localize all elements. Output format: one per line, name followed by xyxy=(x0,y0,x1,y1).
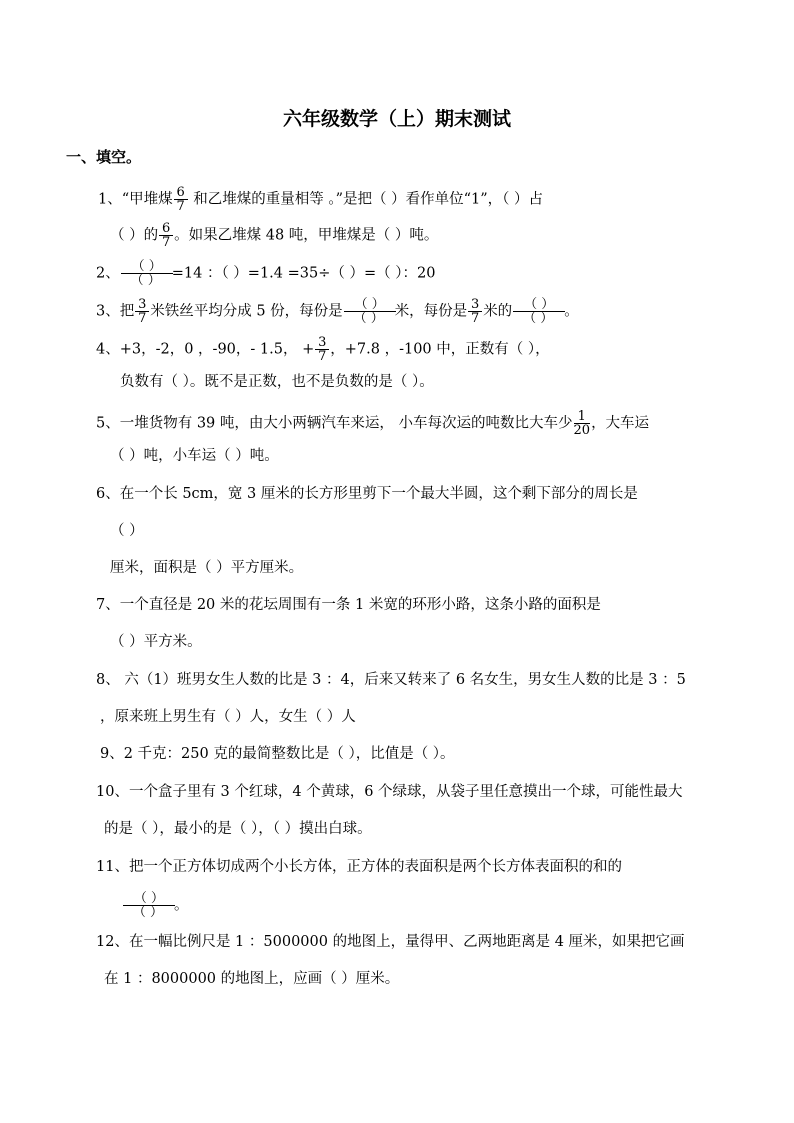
fraction-blank: $\frac{( )}{( )}$ xyxy=(513,298,563,325)
question-2: 2、 $\frac{( )}{( )}$ =14 ：（ ）=1.4 =35÷（ ）=（ ）：20 xyxy=(96,259,436,288)
question-6-line-1: 6、在一个长 5cm，宽 3 厘米的长方形里剪下一个最大半圆，这个剩下部分的周长是 xyxy=(96,486,638,502)
question-5-line-2: （ ）吨，小车运（ ）吨。 xyxy=(110,448,279,464)
fraction: $\frac{1}{20}$ xyxy=(573,409,591,438)
fraction: $\frac{3}{7}$ xyxy=(315,336,329,363)
fraction: $\frac{6}{7}$ xyxy=(174,186,188,213)
question-11-line-2: $\frac{( )}{( )}$ 。 xyxy=(122,892,189,919)
fraction: $\frac{3}{7}$ xyxy=(468,298,482,325)
question-8-line-2: ，原来班上男生有（ ）人，女生（ ）人 xyxy=(100,709,356,725)
page-title: 六年级数学（上）期末测试 xyxy=(282,108,511,130)
question-12-line-2: 在 1 ：8000000 的地图上，应画（ ）厘米。 xyxy=(104,971,400,987)
question-7-line-2: （ ）平方米。 xyxy=(110,634,202,650)
question-10-line-1: 10、一个盒子里有 3 个红球，4 个黄球，6 个绿球，从袋子里任意摸出一个球，可能性最大 xyxy=(96,784,683,800)
question-7-line-1: 7、一个直径是 20 米的花坛周围有一条 1 米宽的环形小路，这条小路的面积是 xyxy=(96,597,601,613)
question-10-line-2: 的是（ ），最小的是（ ），（ ）摸出白球。 xyxy=(104,821,372,837)
question-5-line-1: 5、一堆货物有 39 吨，由大小两辆汽车来运， 小车每次运的吨数比大车少 $\frac{1}{20}$ ，大车运 xyxy=(96,409,650,438)
question-11-line-1: 11、把一个正方体切成两个小长方体，正方体的表面积是两个长方体表面积的和的 xyxy=(96,859,622,875)
fraction: $\frac{3}{7}$ xyxy=(135,298,149,325)
question-4-line-1: 4、+3，-2，0 ，-90，- 1.5， + $\frac{3}{7}$ ，+7.8 ，-100 中，正数有（ ）， xyxy=(96,335,550,364)
question-3: 3、把 $\frac{3}{7}$ 米铁丝平均分成 5 份，每份是 $\frac{( )}{( )}$ 米，每份是 $\frac{3}{7}$ 米的 $\frac{( )}{( )}$ 。 xyxy=(96,297,579,326)
question-1-line-2: （ ）的 $\frac{6}{7}$ 。如果乙堆煤 48 吨，甲堆煤是（ ）吨。 xyxy=(110,221,439,250)
fraction-blank: $\frac{( )}{( )}$ xyxy=(121,260,171,287)
question-6-line-3: 厘米，面积是（ ）平方厘米。 xyxy=(110,560,304,576)
question-1-line-1: 1、“甲堆煤 $\frac{6}{7}$ 和乙堆煤的重量相等 。”是把（ ）看作单位“1”，（ ）占 xyxy=(98,185,544,214)
question-6-line-2: （ ） xyxy=(110,523,144,539)
question-12-line-1: 12、在一幅比例尺是 1 ：5000000 的地图上，量得甲、乙两地距离是 4 厘米，如果把它画 xyxy=(96,934,685,950)
question-9: 9、2 千克：250 克的最简整数比是（ ），比值是（ ）。 xyxy=(100,746,455,762)
section-heading: 一、填空。 xyxy=(66,148,142,166)
fraction-blank: $\frac{( )}{( )}$ xyxy=(344,298,394,325)
fraction: $\frac{6}{7}$ xyxy=(159,222,173,249)
question-4-line-2: 负数有（ ）。既不是正数，也不是负数的是（ ）。 xyxy=(120,374,434,390)
question-8-line-1: 8、 六（1）班男女生人数的比是 3 ：4，后来又转来了 6 名女生，男女生人数的比是 3 ：5 xyxy=(96,672,686,688)
fraction-blank: $\frac{( )}{( )}$ xyxy=(123,892,173,919)
